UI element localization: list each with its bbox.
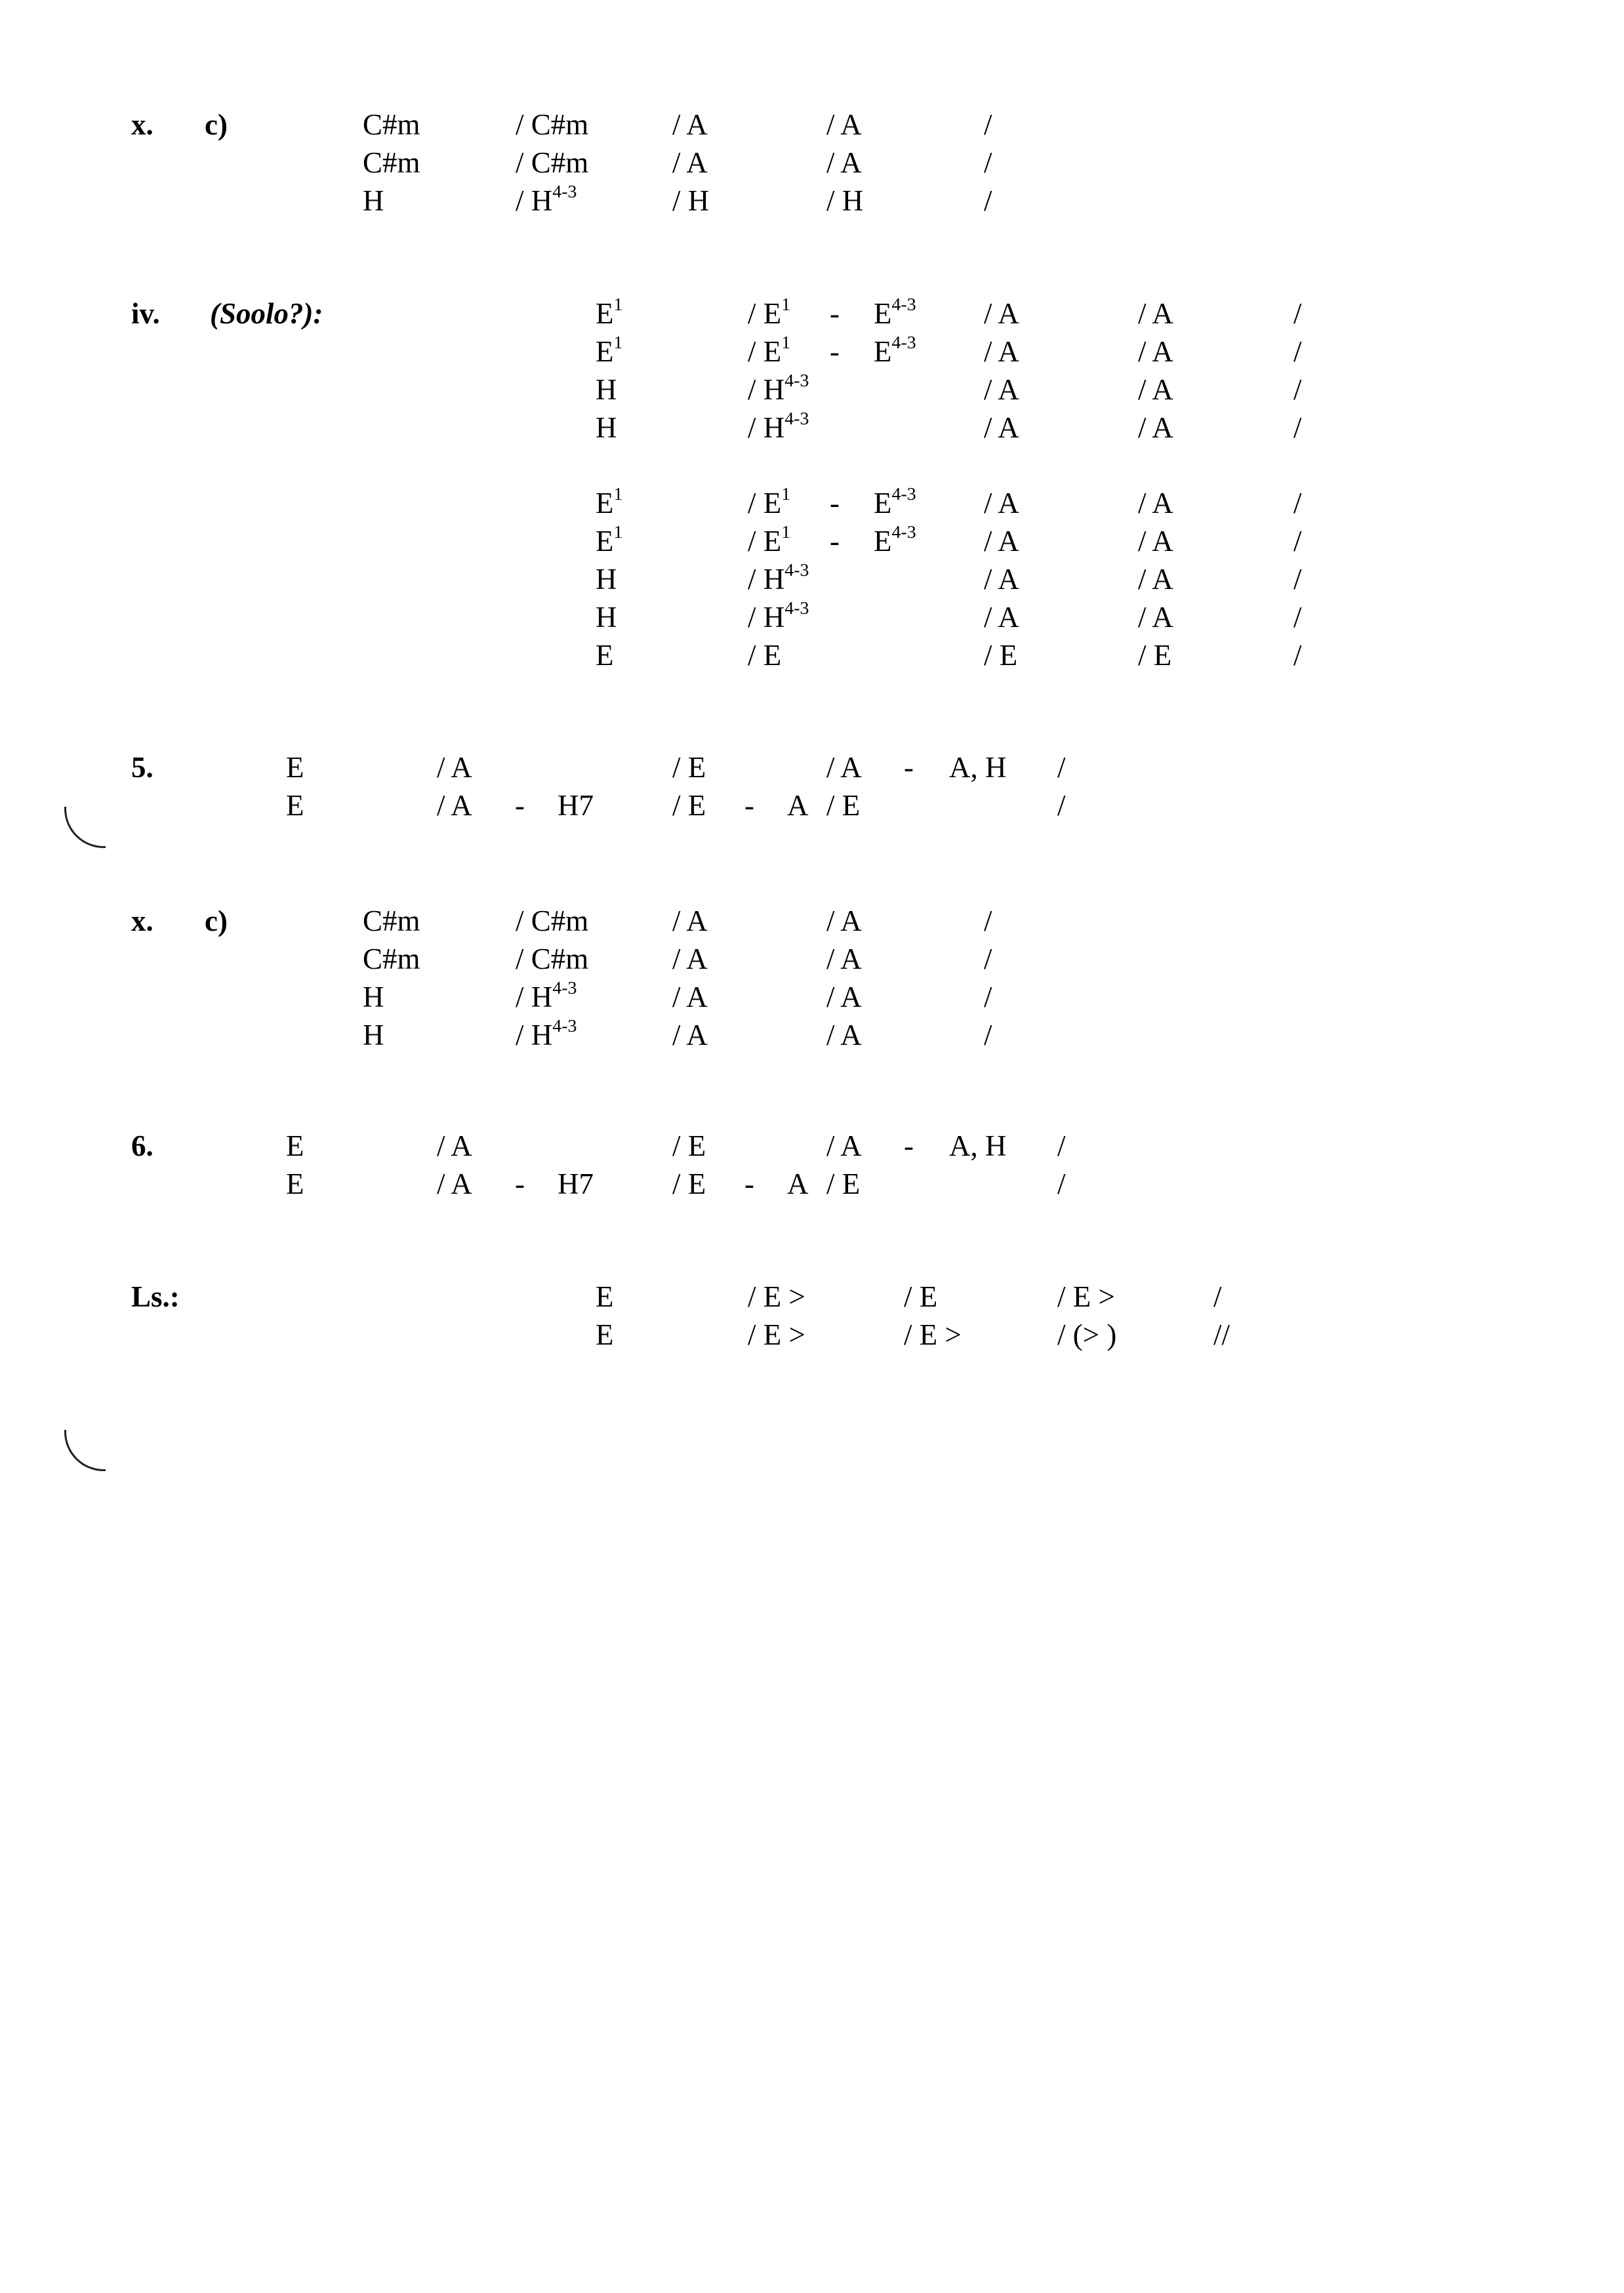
verse6-row2-col2: / A	[437, 1167, 472, 1200]
verse5-row2-col1: E	[286, 789, 304, 822]
chorus2-row4-col1: H	[363, 1019, 384, 1051]
solo-block2-row5-col6: / E	[1138, 639, 1172, 672]
solo-block2-row2-col5: / A	[984, 525, 1019, 558]
verse6-row2-col1: E	[286, 1167, 304, 1200]
verse5-row1-col9: -	[904, 751, 914, 784]
solo-block2-row1-col1: $E^1$	[596, 483, 623, 519]
solo-block2-row1-col4: $E^{4-3}$	[874, 483, 916, 519]
chord-row3-col1: H	[363, 184, 384, 217]
outro-row2-col4: / (> )	[1057, 1318, 1117, 1351]
chorus2-row1-col3: / A	[672, 904, 708, 937]
chord-row1-col2: / C#m	[516, 108, 589, 141]
outro-row1-col4: / E >	[1057, 1280, 1115, 1313]
solo-block2-row2-col4: $E^{4-3}$	[874, 521, 916, 558]
section-label-c: c)	[205, 108, 228, 141]
outro-row2-col5: //	[1213, 1318, 1230, 1351]
solo-block1-row4-col6: / A	[1138, 411, 1173, 444]
chorus2-row3-col2: / $H^{4-3}$	[516, 977, 577, 1013]
verse6-row2-col11: /	[1057, 1167, 1066, 1200]
verse6-row1-col11: /	[1057, 1129, 1066, 1162]
chorus2-row3-col4: / A	[826, 981, 862, 1013]
solo-block2-row2-col2: / $E^1$	[748, 521, 791, 558]
chorus2-row1-col2: / C#m	[516, 904, 589, 937]
solo-block2-row5-col1: E	[596, 639, 614, 672]
chorus2-row2-col5: /	[984, 943, 992, 975]
chorus2-row3-col1: H	[363, 981, 384, 1013]
section-number-x: x.	[131, 108, 153, 141]
chord-row2-col3: / A	[672, 146, 708, 179]
section-label-soolo: (Soolo?):	[210, 297, 323, 330]
verse5-row2-col4: H7	[558, 789, 594, 822]
verse5-row1-col11: /	[1057, 751, 1066, 784]
verse6-row2-col3: -	[515, 1167, 525, 1200]
verse5-row1-col5: / E	[672, 751, 706, 784]
outro-row1-col1: E	[596, 1280, 614, 1313]
solo-block1-row2-col7: /	[1293, 335, 1302, 368]
chorus2-row1-col4: / A	[826, 904, 862, 937]
verse6-row2-col8: / E	[826, 1167, 861, 1200]
verse6-row1-col10: A, H	[949, 1129, 1007, 1162]
solo-block2-row4-col1: H	[596, 601, 617, 634]
solo-block1-row1-col5: / A	[984, 297, 1019, 330]
solo-block2-row1-col5: / A	[984, 487, 1019, 519]
solo-block1-row3-col1: H	[596, 373, 617, 406]
verse6-row1-col8: / A	[826, 1129, 862, 1162]
section-label-c2: c)	[205, 904, 228, 937]
chord-row2-col4: / A	[826, 146, 862, 179]
chorus2-row1-col1: C#m	[363, 904, 420, 937]
verse6-row1-col9: -	[904, 1129, 914, 1162]
solo-block1-row1-col6: / A	[1138, 297, 1173, 330]
solo-block1-row2-col4: $E^{4-3}$	[874, 332, 916, 368]
solo-block2-row2-col7: /	[1293, 525, 1302, 558]
outro-row2-col3: / E >	[904, 1318, 962, 1351]
solo-block1-row4-col7: /	[1293, 411, 1302, 444]
chord-row3-col3: / H	[672, 184, 710, 217]
binder-mark-2	[64, 1430, 106, 1471]
solo-block1-row4-col1: H	[596, 411, 617, 444]
solo-block2-row2-col1: $E^1$	[596, 521, 623, 558]
solo-block1-row3-col2: / $H^{4-3}$	[748, 370, 809, 406]
solo-block1-row1-col1: $E^1$	[596, 294, 623, 330]
solo-block1-row1-col7: /	[1293, 297, 1302, 330]
verse6-row1-col1: E	[286, 1129, 304, 1162]
chord-row3-col2: / $H^{4-3}$	[516, 181, 577, 217]
chord-row1-col3: / A	[672, 108, 708, 141]
verse5-row1-col2: / A	[437, 751, 472, 784]
solo-block1-row1-col3: -	[830, 297, 840, 330]
solo-block2-row1-col6: / A	[1138, 487, 1173, 519]
solo-block2-row3-col7: /	[1293, 563, 1302, 596]
verse6-row2-col4: H7	[558, 1167, 594, 1200]
verse5-row2-col11: /	[1057, 789, 1066, 822]
solo-block1-row2-col6: / A	[1138, 335, 1173, 368]
chorus2-row4-col5: /	[984, 1019, 992, 1051]
solo-block2-row4-col6: / A	[1138, 601, 1173, 634]
verse5-row2-col2: / A	[437, 789, 472, 822]
solo-block2-row2-col3: -	[830, 525, 840, 558]
outro-row1-col5: /	[1213, 1280, 1222, 1313]
solo-block1-row2-col1: $E^1$	[596, 332, 623, 368]
solo-block1-row2-col3: -	[830, 335, 840, 368]
chord-row3-col5: /	[984, 184, 992, 217]
solo-block1-row4-col5: / A	[984, 411, 1019, 444]
chorus2-row3-col3: / A	[672, 981, 708, 1013]
verse6-row1-col5: / E	[672, 1129, 706, 1162]
outro-row1-col2: / E >	[748, 1280, 805, 1313]
chord-row3-col4: / H	[826, 184, 864, 217]
chorus2-row4-col2: / $H^{4-3}$	[516, 1015, 577, 1051]
chorus2-row1-col5: /	[984, 904, 992, 937]
section-number-5: 5.	[131, 751, 153, 784]
chorus2-row2-col2: / C#m	[516, 943, 589, 975]
verse6-row1-col2: / A	[437, 1129, 472, 1162]
verse5-row2-col8: / E	[826, 789, 861, 822]
solo-block1-row3-col5: / A	[984, 373, 1019, 406]
solo-block1-row3-col6: / A	[1138, 373, 1173, 406]
outro-row2-col2: / E >	[748, 1318, 805, 1351]
section-number-ls: Ls.:	[131, 1280, 180, 1313]
solo-block2-row1-col3: -	[830, 487, 840, 519]
solo-block2-row4-col7: /	[1293, 601, 1302, 634]
solo-block2-row3-col2: / $H^{4-3}$	[748, 559, 809, 596]
solo-block1-row1-col4: $E^{4-3}$	[874, 294, 916, 330]
solo-block2-row1-col2: / $E^1$	[748, 483, 791, 519]
verse5-row2-col7: A	[787, 789, 809, 822]
verse6-row2-col5: / E	[672, 1167, 706, 1200]
section-number-6: 6.	[131, 1129, 153, 1162]
chord-row2-col2: / C#m	[516, 146, 589, 179]
section-number-x2: x.	[131, 904, 153, 937]
section-number-iv: iv.	[131, 297, 160, 330]
solo-block2-row3-col6: / A	[1138, 563, 1173, 596]
outro-row2-col1: E	[596, 1318, 614, 1351]
binder-mark-1	[64, 807, 106, 848]
solo-block1-row1-col2: / $E^1$	[748, 294, 791, 330]
chorus2-row2-col1: C#m	[363, 943, 420, 975]
chord-row2-col5: /	[984, 146, 992, 179]
verse5-row1-col8: / A	[826, 751, 862, 784]
solo-block2-row3-col5: / A	[984, 563, 1019, 596]
solo-block1-row2-col2: / $E^1$	[748, 332, 791, 368]
chorus2-row4-col4: / A	[826, 1019, 862, 1051]
chorus2-row4-col3: / A	[672, 1019, 708, 1051]
solo-block2-row5-col7: /	[1293, 639, 1302, 672]
solo-block2-row3-col1: H	[596, 563, 617, 596]
verse6-row2-col7: A	[787, 1167, 809, 1200]
verse5-row2-col3: -	[515, 789, 525, 822]
chord-row2-col1: C#m	[363, 146, 420, 179]
solo-block2-row5-col5: / E	[984, 639, 1018, 672]
chorus2-row2-col3: / A	[672, 943, 708, 975]
solo-block1-row2-col5: / A	[984, 335, 1019, 368]
chorus2-row2-col4: / A	[826, 943, 862, 975]
solo-block2-row5-col2: / E	[748, 639, 782, 672]
solo-block2-row4-col2: / $H^{4-3}$	[748, 598, 809, 634]
chord-row1-col1: C#m	[363, 108, 420, 141]
chord-row1-col4: / A	[826, 108, 862, 141]
chord-row1-col5: /	[984, 108, 992, 141]
outro-row1-col3: / E	[904, 1280, 938, 1313]
solo-block2-row1-col7: /	[1293, 487, 1302, 519]
chorus2-row3-col5: /	[984, 981, 992, 1013]
verse5-row1-col1: E	[286, 751, 304, 784]
solo-block1-row3-col7: /	[1293, 373, 1302, 406]
verse6-row2-col6: -	[744, 1167, 754, 1200]
solo-block2-row4-col5: / A	[984, 601, 1019, 634]
verse5-row2-col5: / E	[672, 789, 706, 822]
verse5-row2-col6: -	[744, 789, 754, 822]
verse5-row1-col10: A, H	[949, 751, 1007, 784]
solo-block2-row2-col6: / A	[1138, 525, 1173, 558]
solo-block1-row4-col2: / $H^{4-3}$	[748, 408, 809, 444]
